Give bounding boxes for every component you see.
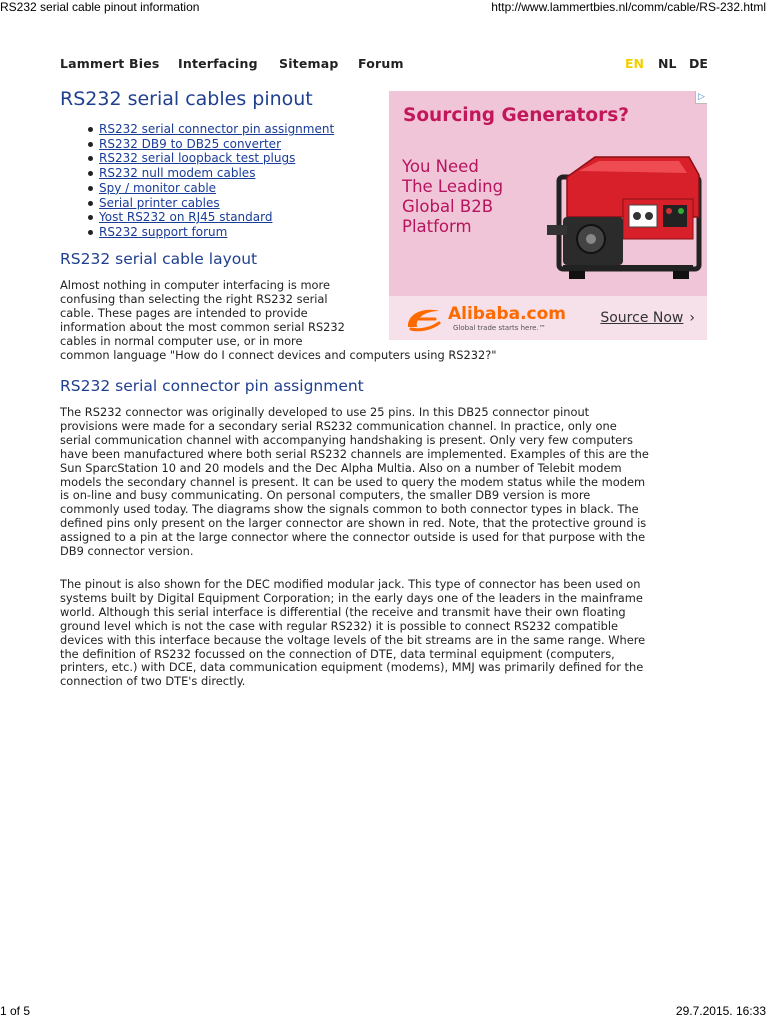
list-item — [86, 166, 334, 181]
text-line: ground level which is not the case with regular RS232) it is possible to connect RS232 compatible — [60, 618, 619, 633]
text-line: DB9 connector version. — [60, 544, 194, 559]
text-line: cable. These pages are intended to provide — [60, 305, 308, 320]
top-navigation — [60, 56, 708, 72]
alibaba-logo-icon — [405, 305, 443, 333]
text-line: Sun SparcStation 10 and 20 models and the Dec Alpha Multia. Also on a number of Telebit modem — [60, 460, 622, 475]
text-line: the definition of RS232 focussed on the connection of DTE, data terminal equipment (computers, — [60, 646, 615, 661]
text-line: Almost nothing in computer interfacing is more — [60, 278, 330, 292]
toc-link-loopback-plugs[interactable]: RS232 serial loopback test plugs — [99, 151, 296, 166]
ad-body-line: The Leading — [402, 177, 504, 196]
text-line: have been manufactured where both serial RS232 channels are implemented. Examples of this are the — [60, 446, 649, 461]
nav-link-lammert-bies[interactable]: Lammert Bies — [60, 56, 160, 71]
page-count: 1 of 5 — [0, 1004, 31, 1018]
section-heading-cable-layout: RS232 serial cable layout — [60, 250, 258, 268]
ad-body-line: Platform — [402, 217, 472, 236]
text-line: systems built by Digital Equipment Corporation; in the early days one of the leaders in the mainframe — [60, 590, 643, 605]
list-item — [86, 225, 334, 240]
text-line: provisions were made for a secondary serial RS232 communication channel. In practice, only one — [60, 418, 617, 433]
text-line: common language "How do I connect devices and computers using RS232?" — [60, 347, 497, 362]
text-line: assigned to a pin at the large connector where the connector outside is used for that purpose with the — [60, 530, 646, 545]
source-now-label: Source Now — [600, 310, 684, 326]
list-item — [86, 151, 334, 166]
list-item — [86, 181, 334, 196]
text-line: is on-line and busy communicating. On personal computers, the smaller DB9 version is more — [60, 488, 591, 503]
print-page-url: http://www.lammertbies.nl/comm/cable/RS-232.html — [491, 0, 766, 14]
source-now-button[interactable] — [600, 310, 695, 326]
section-heading-pin-assignment: RS232 serial connector pin assignment — [60, 377, 364, 395]
ad-body-line: Global B2B — [402, 197, 494, 216]
chevron-right-icon: › — [689, 310, 695, 326]
text-line: world. Although this serial interface is differential (the receive and transmit have their own floating — [60, 604, 626, 619]
language-nl[interactable]: NL — [658, 56, 677, 71]
toc-link-db9-db25-converter[interactable]: RS232 DB9 to DB25 converter — [99, 136, 281, 151]
table-of-contents — [86, 122, 334, 240]
list-item — [86, 210, 334, 225]
page-title: RS232 serial cables pinout — [60, 88, 313, 110]
text-line: models the secondary channel is present. It can be used to query the modem status while the modem — [60, 474, 646, 489]
toc-link-spy-monitor[interactable]: Spy / monitor cable — [99, 180, 217, 195]
pin-assignment-paragraph-2 — [60, 578, 645, 689]
toc-link-yost-rj45[interactable]: Yost RS232 on RJ45 standard — [99, 210, 273, 225]
adchoices-icon[interactable]: ▷ — [695, 91, 707, 104]
language-de[interactable]: DE — [689, 56, 708, 71]
text-line: printers, etc.) with DCE, data communication equipment (modems), MMJ was primarily defined for the — [60, 660, 644, 675]
toc-link-null-modem[interactable]: RS232 null modem cables — [99, 166, 256, 181]
text-line: confusing than selecting the right RS232 serial — [60, 291, 328, 306]
text-line: information about the most common serial RS232 — [60, 319, 345, 334]
print-header — [0, 0, 768, 16]
toc-link-printer-cables[interactable]: Serial printer cables — [99, 195, 220, 210]
nav-link-interfacing[interactable]: Interfacing — [178, 56, 258, 71]
toc-link-support-forum[interactable]: RS232 support forum — [99, 224, 228, 239]
list-item — [86, 122, 334, 137]
generator-image — [539, 137, 707, 293]
text-line: The pinout is also shown for the DEC modified modular jack. This type of connector has been used on — [60, 577, 641, 591]
ad-tagline: Global trade starts here.™ — [453, 324, 546, 332]
text-line: The RS232 connector was originally developed to use 25 pins. In this DB25 connector pinout — [60, 405, 590, 419]
text-line: connection of two DTE's directly. — [60, 674, 246, 689]
list-item — [86, 196, 334, 211]
ad-headline: Sourcing Generators? — [403, 105, 629, 126]
text-line: defined pins only present on the larger connector are shown in red. Note, that the protective ground is — [60, 516, 647, 531]
ad-body-text — [402, 157, 542, 237]
list-item — [86, 137, 334, 152]
toc-link-pin-assignment[interactable]: RS232 serial connector pin assignment — [99, 122, 335, 136]
language-en[interactable]: EN — [625, 56, 645, 71]
ad-footer — [389, 296, 707, 340]
text-line: devices with this interface because the voltage levels of the bit streams are in the same range. Where — [60, 632, 646, 647]
text-line: commonly used today. The diagrams show the signals common to both connector types in black. The — [60, 502, 639, 517]
ad-body-line: You Need — [402, 157, 479, 176]
alibaba-advertisement[interactable] — [389, 91, 707, 340]
pin-assignment-paragraph-1 — [60, 406, 649, 559]
nav-link-forum[interactable]: Forum — [358, 56, 404, 71]
print-page-title: RS232 serial cable pinout information — [0, 0, 200, 14]
print-datetime: 29.7.2015. 16:33 — [675, 1004, 766, 1018]
text-line: cables in normal computer use, or in more — [60, 333, 303, 348]
text-line: serial communication channel with accompanying handshaking is present. Only very few computers — [60, 432, 633, 447]
nav-link-sitemap[interactable]: Sitemap — [279, 56, 339, 71]
print-footer — [0, 1004, 768, 1020]
ad-brand: Alibaba.com — [448, 304, 567, 324]
